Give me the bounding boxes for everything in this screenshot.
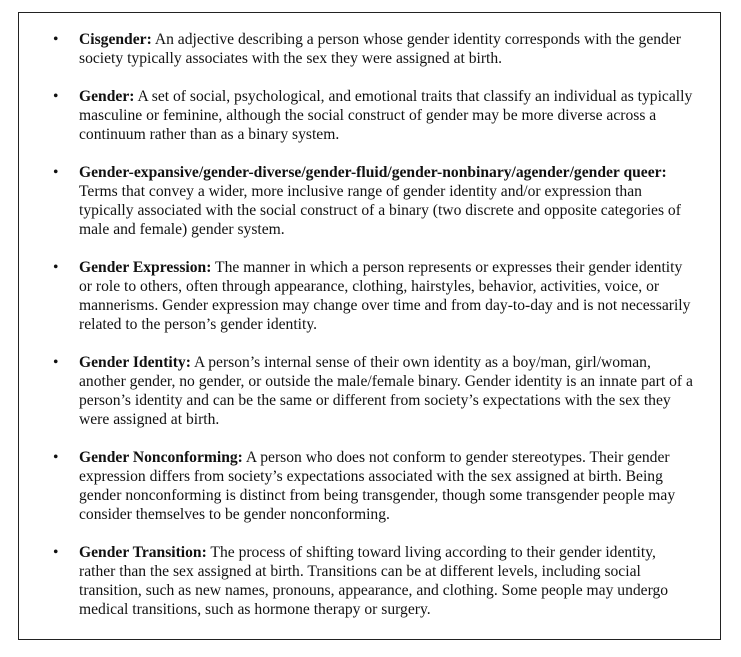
entry-term: Gender: [79, 88, 135, 105]
bullet-icon: • [53, 88, 59, 105]
bullet-icon: • [53, 449, 59, 466]
entry-definition: A person’s internal sense of their own identity as a boy/man, girl/woman, another gender, no gender, or outside the male/female binary. Gender identity is an innate part of a person’s identity and can be the same or different from society’s expectations with the sex they were assigned at birth. [79, 354, 693, 428]
entry-definition: The process of shifting toward living according to their gender identity, rather than the sex assigned at birth. Transitions can be at different levels, including social transition, such as new names, pronouns, appearance, and clothing. Some people may undergo medical transitions, such as hormone therapy or surgery. [79, 544, 669, 618]
entry-term: Gender Transition: [79, 544, 207, 561]
glossary-entry-gender-transition [19, 543, 720, 619]
entry-term: Gender Identity: [79, 354, 191, 371]
glossary-entry-gender-identity [19, 353, 720, 429]
entry-term: Gender Nonconforming: [79, 449, 243, 466]
entry-term: Cisgender: [79, 31, 152, 48]
bullet-icon: • [53, 164, 59, 181]
glossary-box [18, 12, 721, 640]
entry-term: Gender Expression: [79, 259, 212, 276]
entry-definition: An adjective describing a person whose gender identity corresponds with the gender society typically associates with the sex they were assigned at birth. [79, 31, 681, 67]
bullet-icon: • [53, 31, 59, 48]
bullet-icon: • [53, 354, 59, 371]
glossary-entry-gender [19, 87, 720, 144]
glossary-entry-gender-expansive [19, 163, 720, 239]
glossary-list [19, 30, 720, 638]
bullet-icon: • [53, 544, 59, 561]
entry-definition: A person who does not conform to gender stereotypes. Their gender expression differs from society’s expectations associated with the sex assigned at birth. Being gender nonconforming is distinct from being transgender, though some transgender people may consider themselves to be gender nonconforming. [79, 449, 676, 523]
entry-term: Gender-expansive/gender-diverse/gender-fluid/gender-nonbinary/agender/gender queer: [79, 164, 667, 181]
glossary-entry-gender-nonconforming [19, 448, 720, 524]
glossary-entry-cisgender [19, 30, 720, 68]
entry-definition: Terms that convey a wider, more inclusive range of gender identity and/or expression than typically associated with the social construct of a binary (two discrete and opposite categories of male and female) gender system. [79, 183, 681, 238]
bullet-icon: • [53, 259, 59, 276]
entry-definition: A set of social, psychological, and emotional traits that classify an individual as typically masculine or feminine, although the social construct of gender may be more diverse across a continuum rather than as a binary system. [79, 88, 693, 143]
glossary-entry-gender-expression [19, 258, 720, 334]
entry-definition: The manner in which a person represents or expresses their gender identity or role to others, often through appearance, clothing, hairstyles, behavior, activities, voice, or mannerisms. Gender expression may change over time and from day-to-day and is not necessarily related to the person’s gender identity. [79, 259, 691, 333]
